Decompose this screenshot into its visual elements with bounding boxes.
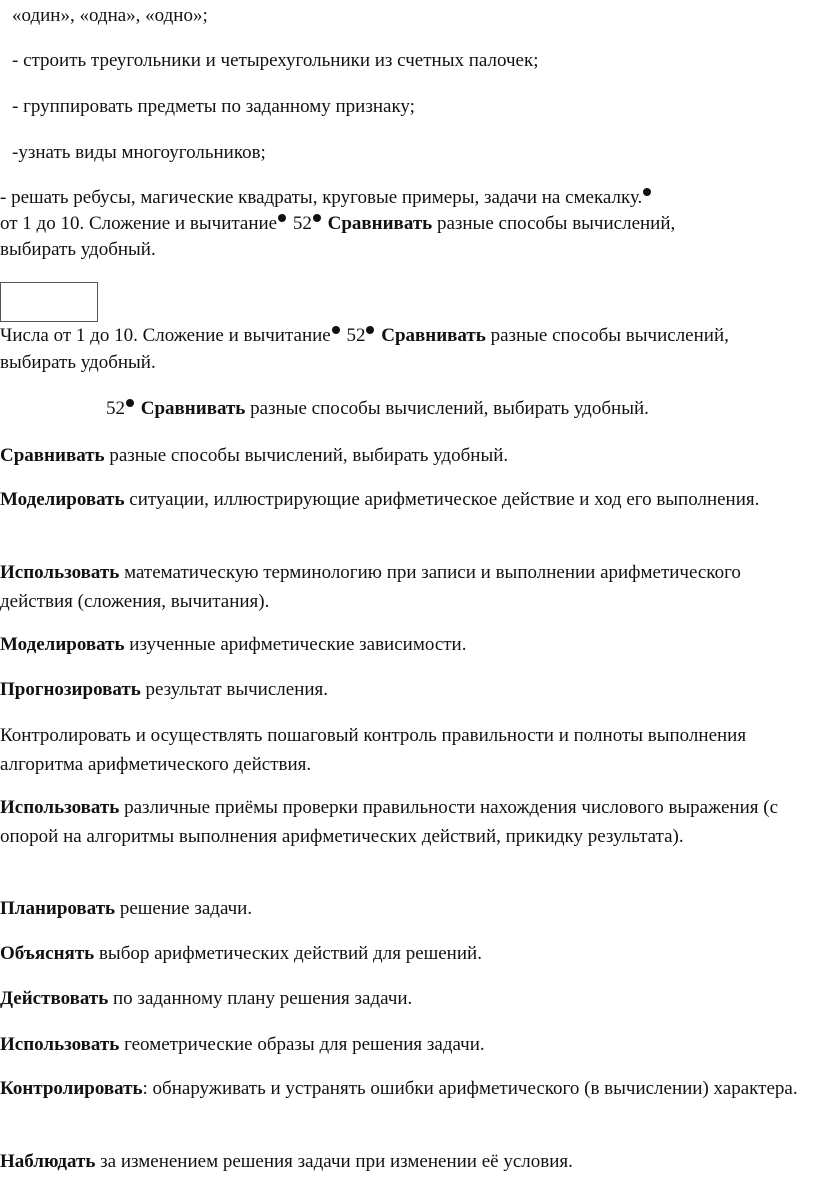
list-item: -узнать виды многоугольников; xyxy=(12,142,266,163)
paragraph-text: ситуации, иллюстрирующие арифметическое действие и ход его выполнения. xyxy=(124,489,760,510)
paragraph-verb: Планировать xyxy=(0,898,116,919)
block1-bold: Сравнивать xyxy=(327,213,433,234)
paragraph-text: по заданному плану решения задачи. xyxy=(108,988,413,1009)
paragraph xyxy=(0,939,812,968)
block2-line1 xyxy=(0,324,729,348)
paragraph-text: результат вычисления. xyxy=(140,679,329,700)
block3-text: разные способы вычислений, выбирать удобный. xyxy=(245,398,649,419)
paragraph-verb: Использовать xyxy=(0,1034,120,1055)
block1-text: от 1 до 10. Сложение и вычитание xyxy=(0,213,278,234)
paragraph xyxy=(0,1074,812,1103)
block3-number: 52 xyxy=(106,398,125,419)
bullet-icon xyxy=(278,214,286,222)
bullet-icon xyxy=(313,214,321,222)
paragraph xyxy=(0,793,812,851)
paragraph-text: разные способы вычислений, выбирать удобный. xyxy=(104,445,509,466)
paragraph xyxy=(0,1030,812,1059)
block3-bold: Сравнивать xyxy=(140,398,246,419)
list-item xyxy=(0,186,653,210)
list-item: «один», «одна», «одно»; xyxy=(12,5,208,26)
paragraph-verb: Моделировать xyxy=(0,489,125,510)
paragraph-verb: Моделировать xyxy=(0,634,125,655)
paragraph-text: за изменением решения задачи при изменении её условия. xyxy=(95,1151,573,1172)
paragraph-text: : обнаруживать и устранять ошибки арифметического (в вычислении) характера. xyxy=(142,1078,798,1099)
block1-line2 xyxy=(0,212,675,236)
paragraph-text: Контролировать и осуществлять пошаговый контроль правильности и полноты выполнения алгоритма арифметического действия. xyxy=(0,725,747,775)
block2-text: Числа от 1 до 10. Сложение и вычитание xyxy=(0,325,331,346)
paragraph xyxy=(0,984,812,1013)
paragraph-text: математическую терминологию при записи и выполнении арифметического действия (сложения, вычитания). xyxy=(0,562,741,612)
paragraph xyxy=(0,630,812,659)
paragraph-verb: Действовать xyxy=(0,988,109,1009)
paragraph xyxy=(0,721,812,779)
paragraph xyxy=(0,675,812,704)
block1-line1: - решать ребусы, магические квадраты, круговые примеры, задачи на смекалку. xyxy=(0,187,643,208)
block2-line2: выбирать удобный. xyxy=(0,352,156,373)
block2-number: 52 xyxy=(341,325,366,346)
paragraph-verb: Использовать xyxy=(0,797,120,818)
list-item: - строить треугольники и четырехугольники из счетных палочек; xyxy=(12,50,539,71)
paragraph-verb: Прогнозировать xyxy=(0,679,141,700)
bullet-icon xyxy=(366,326,374,334)
bullet-icon xyxy=(332,326,340,334)
paragraph-verb: Наблюдать xyxy=(0,1151,96,1172)
paragraph-verb: Объяснять xyxy=(0,943,95,964)
paragraph-text: различные приёмы проверки правильности нахождения числового выражения (с опорой на алгоритмы выполнения арифметических действий, прикидку результата). xyxy=(0,797,779,847)
block1-line3: выбирать удобный. xyxy=(0,239,156,260)
empty-frame xyxy=(0,282,98,322)
paragraph-text: решение задачи. xyxy=(115,898,253,919)
block3-line xyxy=(106,397,649,421)
paragraph xyxy=(0,485,812,514)
block1-text: разные способы вычислений, xyxy=(432,213,676,234)
block2-text: разные способы вычислений, xyxy=(485,325,729,346)
block1-number: 52 xyxy=(288,213,312,234)
paragraph-verb: Сравнивать xyxy=(0,445,105,466)
paragraph-text: выбор арифметических действий для решений. xyxy=(94,943,482,964)
paragraph xyxy=(0,894,812,923)
block2-bold: Сравнивать xyxy=(381,325,486,346)
paragraph-verb: Контролировать xyxy=(0,1078,143,1099)
paragraph xyxy=(0,558,812,616)
bullet-icon xyxy=(643,188,651,196)
paragraph xyxy=(0,441,812,470)
bullet-icon xyxy=(126,399,134,407)
paragraph-text: изученные арифметические зависимости. xyxy=(124,634,467,655)
list-item: - группировать предметы по заданному признаку; xyxy=(12,96,415,117)
paragraph xyxy=(0,1147,812,1176)
paragraph-verb: Использовать xyxy=(0,562,120,583)
paragraph-text: геометрические образы для решения задачи. xyxy=(119,1034,485,1055)
